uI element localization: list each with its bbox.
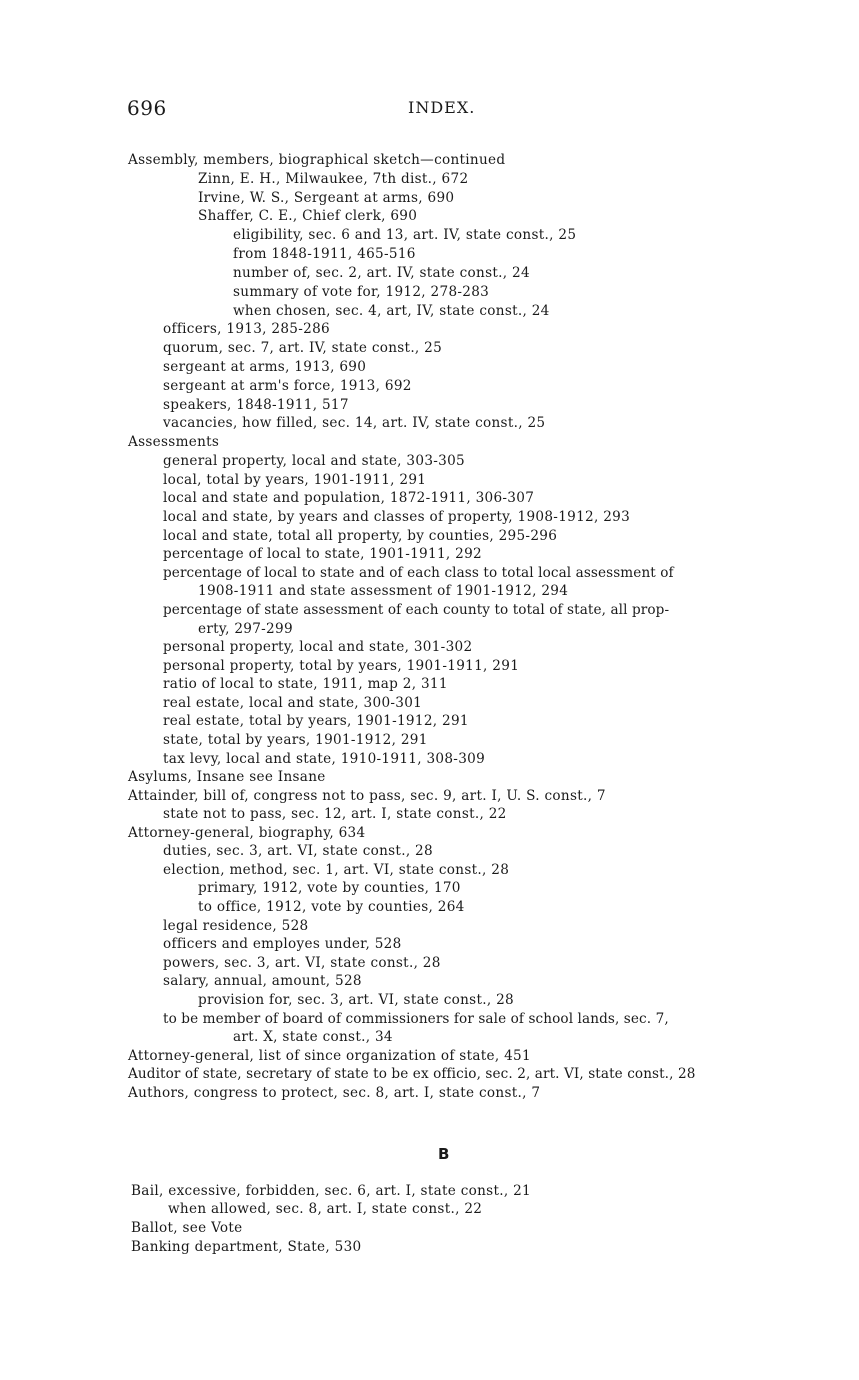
index-line: officers and employes under, 528	[163, 936, 402, 952]
index-line: personal property, local and state, 301-302	[163, 639, 473, 655]
page-number: 696	[127, 96, 167, 120]
index-line: Irvine, W. S., Sergeant at arms, 690	[198, 190, 455, 206]
index-line: tax levy, local and state, 1910-1911, 308-309	[163, 751, 486, 767]
index-line: salary, annual, amount, 528	[163, 973, 362, 989]
index-line: to be member of board of commissioners for sale of school lands, sec. 7,	[163, 1011, 669, 1027]
index-line: Attainder, bill of, congress not to pass, sec. 9, art. I, U. S. const., 7	[128, 788, 606, 804]
index-line: 1908-1911 and state assessment of 1901-1912, 294	[198, 583, 569, 599]
index-line: Assembly, members, biographical sketch—continued	[128, 152, 506, 168]
index-line: Attorney-general, biography, 634	[128, 825, 366, 841]
index-line: when allowed, sec. 8, art. I, state const., 22	[168, 1201, 483, 1217]
index-line: sergeant at arm's force, 1913, 692	[163, 378, 412, 394]
index-line: state not to pass, sec. 12, art. I, state const., 22	[163, 806, 507, 822]
index-line: Auditor of state, secretary of state to be ex officio, sec. 2, art. VI, state const., 28	[128, 1066, 696, 1082]
index-line: election, method, sec. 1, art. VI, state const., 28	[163, 862, 510, 878]
index-line: speakers, 1848-1911, 517	[163, 397, 349, 413]
index-line: legal residence, 528	[163, 918, 309, 934]
index-line: from 1848-1911, 465-516	[233, 246, 416, 262]
index-line: officers, 1913, 285-286	[163, 321, 330, 337]
index-line: percentage of local to state and of each class to total local assessment of	[163, 565, 674, 581]
index-line: when chosen, sec. 4, art, IV, state const., 24	[233, 303, 550, 319]
index-line: local and state, total all property, by counties, 295-296	[163, 528, 558, 544]
index-line: general property, local and state, 303-305	[163, 453, 466, 469]
index-line: number of, sec. 2, art. IV, state const., 24	[233, 265, 530, 281]
index-line: local and state and population, 1872-1911, 306-307	[163, 490, 535, 506]
index-line: Authors, congress to protect, sec. 8, art. I, state const., 7	[128, 1085, 541, 1101]
index-line: Ballot, see Vote	[131, 1220, 243, 1236]
index-line: Assessments	[128, 434, 220, 450]
index-line: Banking department, State, 530	[131, 1239, 362, 1255]
index-line: sergeant at arms, 1913, 690	[163, 359, 367, 375]
index-line: duties, sec. 3, art. VI, state const., 28	[163, 843, 433, 859]
index-line: local and state, by years and classes of property, 1908-1912, 293	[163, 509, 631, 525]
index-line: personal property, total by years, 1901-1911, 291	[163, 658, 520, 674]
index-line: Bail, excessive, forbidden, sec. 6, art. I, state const., 21	[131, 1183, 531, 1199]
index-line: Asylums, Insane see Insane	[128, 769, 326, 785]
index-line: Attorney-general, list of since organization of state, 451	[128, 1048, 531, 1064]
index-line: state, total by years, 1901-1912, 291	[163, 732, 428, 748]
index-line: provision for, sec. 3, art. VI, state const., 28	[198, 992, 514, 1008]
index-line: Shaffer, C. E., Chief clerk, 690	[198, 208, 418, 224]
index-line: erty, 297-299	[198, 621, 293, 637]
section-heading-b: B	[438, 1145, 450, 1163]
index-line: art. X, state const., 34	[233, 1029, 393, 1045]
index-line: vacancies, how filled, sec. 14, art. IV, state const., 25	[163, 415, 546, 431]
index-line: percentage of state assessment of each county to total of state, all prop-	[163, 602, 670, 618]
index-line: percentage of local to state, 1901-1911, 292	[163, 546, 482, 562]
index-line: real estate, local and state, 300-301	[163, 695, 423, 711]
index-line: local, total by years, 1901-1911, 291	[163, 472, 427, 488]
index-line: Zinn, E. H., Milwaukee, 7th dist., 672	[198, 171, 469, 187]
index-line: to office, 1912, vote by counties, 264	[198, 899, 465, 915]
index-line: primary, 1912, vote by counties, 170	[198, 880, 461, 896]
running-head: INDEX.	[408, 98, 476, 117]
index-line: powers, sec. 3, art. VI, state const., 28	[163, 955, 441, 971]
index-line: eligibility, sec. 6 and 13, art. IV, state const., 25	[233, 227, 577, 243]
index-line: real estate, total by years, 1901-1912, 291	[163, 713, 469, 729]
index-line: summary of vote for, 1912, 278-283	[233, 284, 490, 300]
index-line: ratio of local to state, 1911, map 2, 311	[163, 676, 448, 692]
index-line: quorum, sec. 7, art. IV, state const., 25	[163, 340, 443, 356]
